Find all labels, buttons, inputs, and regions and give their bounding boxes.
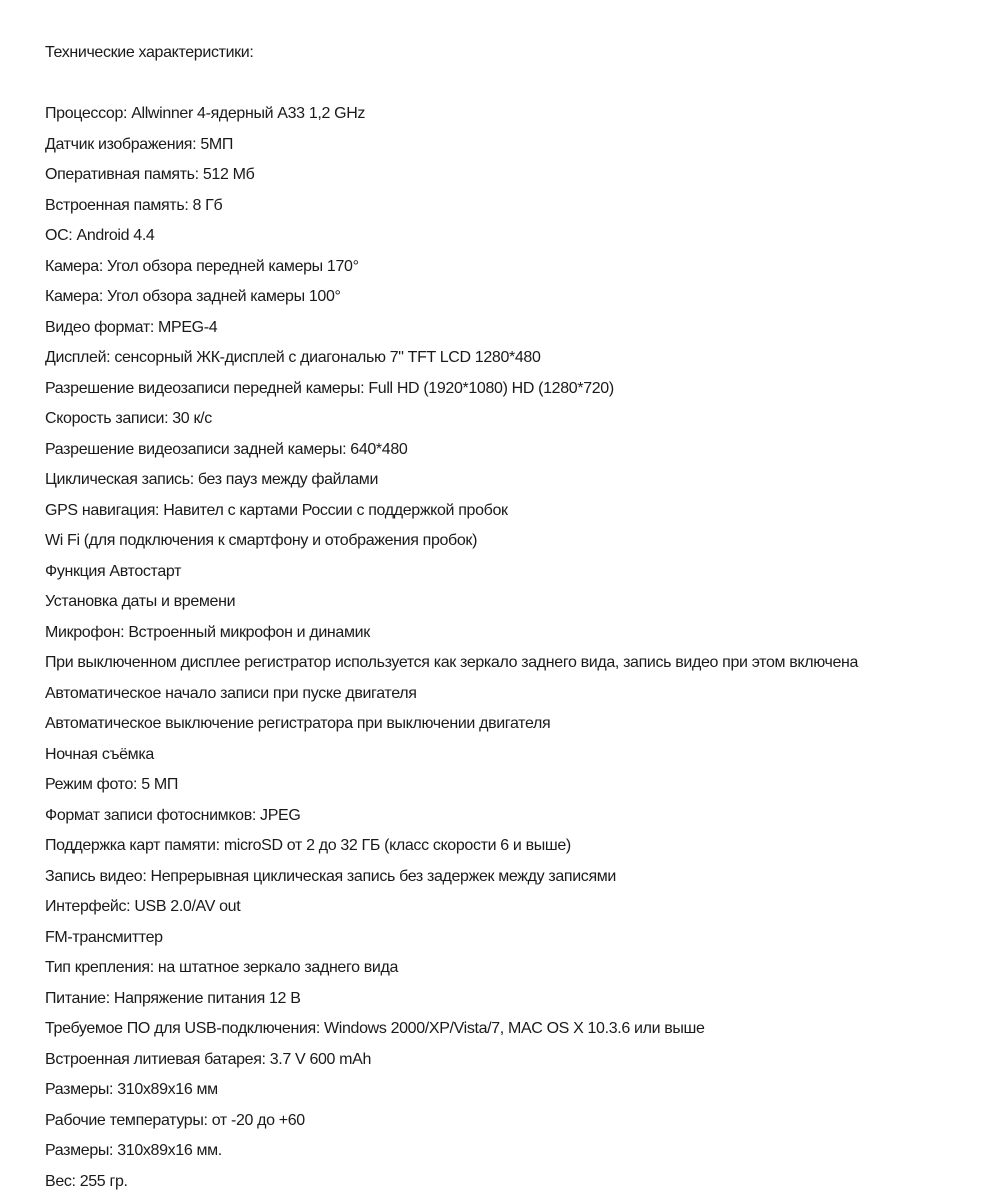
spec-line: Формат записи фотоснимков: JPEG xyxy=(45,806,301,824)
spec-line: Встроенная литиевая батарея: 3.7 V 600 mAh xyxy=(45,1050,372,1068)
document-title: Технические характеристики: xyxy=(45,44,254,61)
spec-line: Рабочие температуры: от -20 до +60 xyxy=(45,1111,305,1129)
spec-line: ОС: Android 4.4 xyxy=(45,227,155,244)
spec-line: Поддержка карт памяти: microSD от 2 до 32 ГБ (класс скорости 6 и выше) xyxy=(45,837,571,854)
spec-line: Циклическая запись: без пауз между файлами xyxy=(45,471,379,488)
spec-line: Установка даты и времени xyxy=(45,593,236,610)
spec-line: Микрофон: Встроенный микрофон и динамик xyxy=(45,623,370,641)
spec-line: Вес: 255 гр. xyxy=(45,1172,128,1190)
spec-line: Встроенная память: 8 Гб xyxy=(45,196,223,214)
spec-line: Размеры: 310x89x16 мм. xyxy=(45,1142,222,1159)
spec-line: Автоматическое выключение регистратора при выключении двигателя xyxy=(45,715,551,732)
spec-line: Функция Автостарт xyxy=(45,562,182,580)
spec-line: Тип крепления: на штатное зеркало заднего вида xyxy=(45,959,399,976)
spec-line: Скорость записи: 30 к/с xyxy=(45,410,212,427)
spec-line: Камера: Угол обзора задней камеры 100° xyxy=(45,288,341,305)
spec-line: Разрешение видеозаписи задней камеры: 640*480 xyxy=(45,440,408,458)
spec-line: Процессор: Allwinner 4-ядерный A33 1,2 GHz xyxy=(45,105,366,122)
spec-line: Запись видео: Непрерывная циклическая запись без задержек между записями xyxy=(45,867,616,885)
spec-line: Режим фото: 5 МП xyxy=(45,776,178,793)
spec-line: Датчик изображения: 5МП xyxy=(45,135,233,153)
spec-line: Автоматическое начало записи при пуске двигателя xyxy=(45,684,417,702)
spec-list xyxy=(45,99,985,1197)
spec-line: При выключенном дисплее регистратор используется как зеркало заднего вида, запись видео при этом включена xyxy=(45,654,859,671)
spec-line: Разрешение видеозаписи передней камеры: Full HD (1920*1080) HD (1280*720) xyxy=(45,379,614,397)
spec-line: Камера: Угол обзора передней камеры 170° xyxy=(45,257,359,275)
spec-line: FM-трансмиттер xyxy=(45,928,163,946)
spec-line: Видео формат: MPEG-4 xyxy=(45,318,218,336)
spec-line: Питание: Напряжение питания 12 В xyxy=(45,989,301,1007)
spec-document xyxy=(45,38,985,1197)
spec-line: Размеры: 310x89x16 мм xyxy=(45,1081,218,1098)
spec-line: Дисплей: сенсорный ЖК-дисплей с диагональю 7" TFT LCD 1280*480 xyxy=(45,349,541,366)
spec-line: GPS навигация: Навител с картами России с поддержкой пробок xyxy=(45,501,508,519)
blank-line xyxy=(45,69,985,100)
spec-line: Ночная съёмка xyxy=(45,745,154,763)
spec-line: Требуемое ПО для USB-подключения: Windows 2000/XP/Vista/7, MAC OS X 10.3.6 или выше xyxy=(45,1020,705,1037)
spec-line: Оперативная память: 512 Мб xyxy=(45,166,255,183)
spec-line: Wi Fi (для подключения к смартфону и отображения пробок) xyxy=(45,532,478,549)
spec-line: Интерфейс: USB 2.0/AV out xyxy=(45,898,241,915)
